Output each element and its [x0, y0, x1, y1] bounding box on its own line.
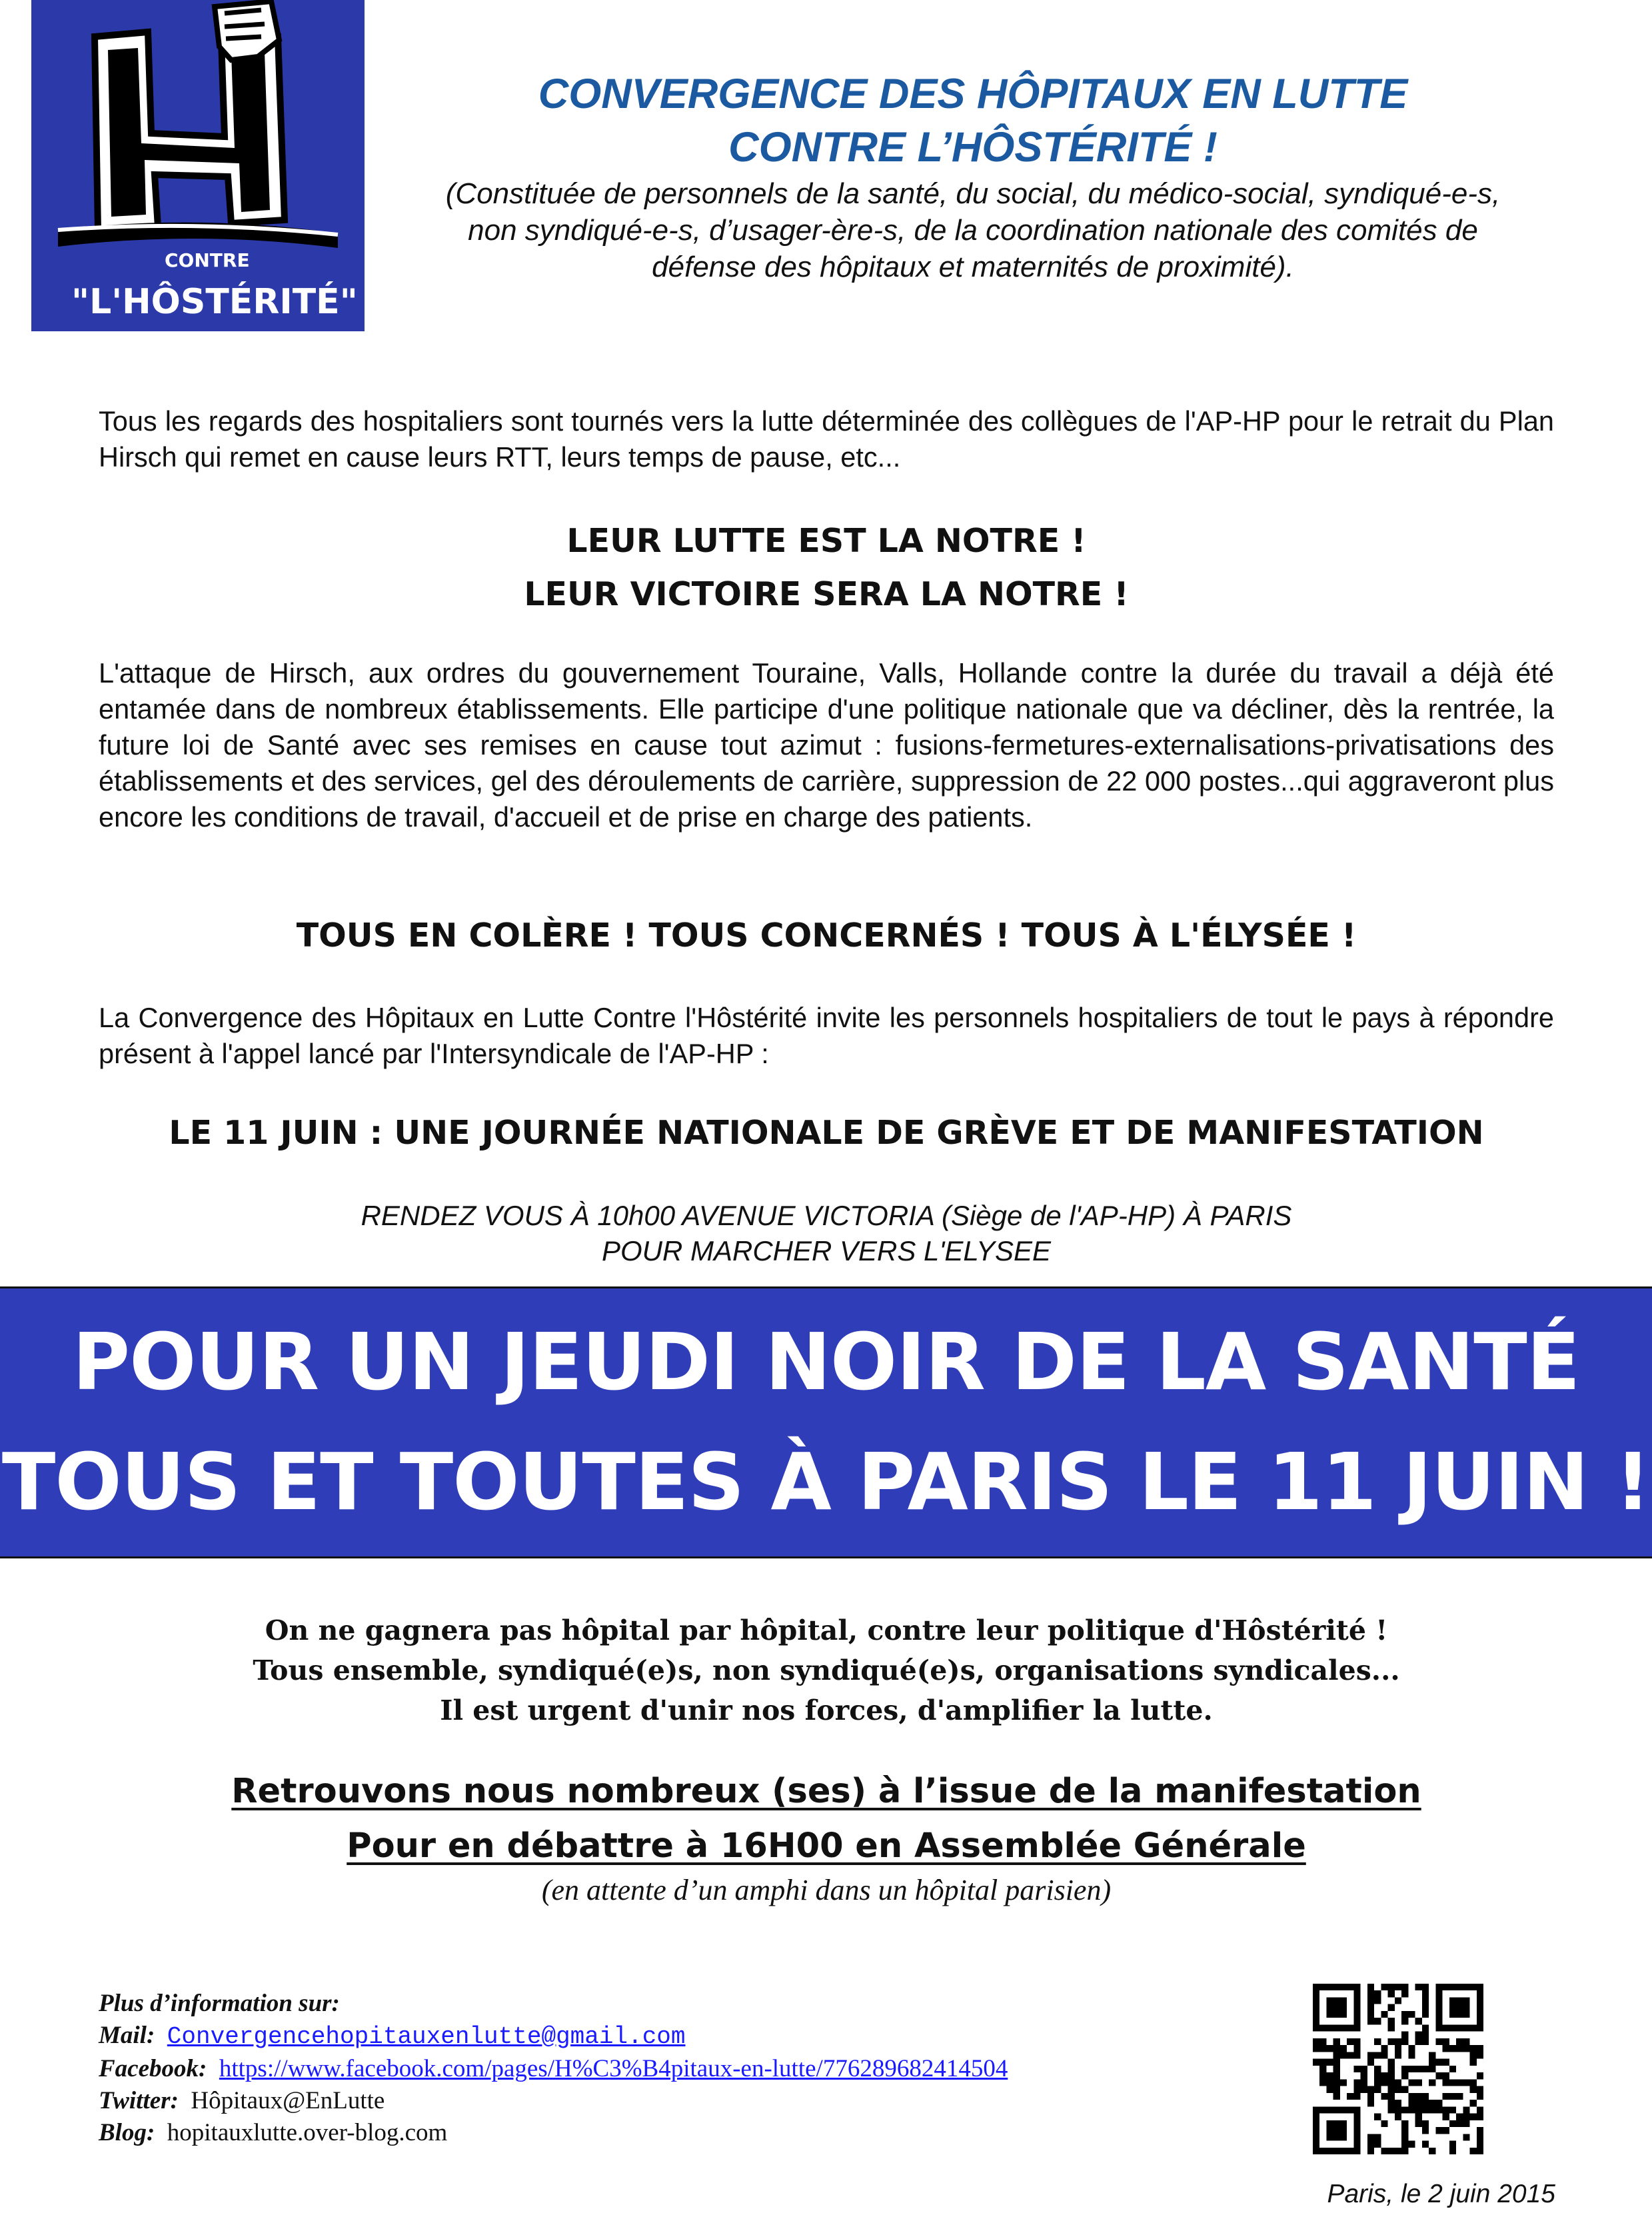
header-subtitle-line2: non syndiqué-e-s, d’usager-ère-s, de la coordination nationale des comités de — [468, 214, 1478, 247]
slogan-line1: LEUR LUTTE EST LA NOTRE ! — [566, 522, 1086, 560]
strike-day-heading: LE 11 JUIN : UNE JOURNÉE NATIONALE DE GRÈVE ET DE MANIFESTATION — [169, 1114, 1484, 1152]
header-subtitle-line3: défense des hôpitaux et maternités de proximité). — [652, 251, 1294, 283]
facebook-link[interactable]: https://www.facebook.com/pages/H%C3%B4pitaux-en-lutte/776289682414504 — [219, 2055, 1008, 2082]
meeting-line2: POUR MARCHER VERS L'ELYSEE — [601, 1235, 1051, 1266]
logo-text-bottom: "L'HÔSTÉRITÉ" — [71, 282, 358, 322]
meeting-line1: RENDEZ VOUS À 10h00 AVENUE VICTORIA (Siège de l'AP-HP) À PARIS — [361, 1200, 1292, 1231]
blog-label: Blog: — [99, 2119, 155, 2146]
date-line: Paris, le 2 juin 2015 — [1327, 2180, 1555, 2208]
contact-info — [99, 1988, 1298, 2149]
banner-line1: POUR UN JEUDI NOIR DE LA SANTÉ — [72, 1316, 1580, 1408]
invitation-paragraph: La Convergence des Hôpitaux en Lutte Contre l'Hôstérité invite les personnels hospitaliers de tout le pays à répondre présent à l'appel lancé par l'Intersyndicale de l'AP-HP : — [99, 1002, 1554, 1069]
header-title-line1: CONVERGENCE DES HÔPITAUX EN LUTTE — [538, 71, 1408, 117]
mail-label: Mail: — [99, 2022, 155, 2049]
qr-modules — [1313, 1984, 1483, 2154]
assembly-line2 — [99, 1819, 1554, 1874]
assembly-line1 — [99, 1764, 1554, 1819]
assembly-line1-text: Retrouvons nous nombreux (ses) à l’issue de la manifestation — [231, 1772, 1421, 1811]
qr-code-graphic — [1313, 1984, 1483, 2154]
qr-code-icon — [1313, 1984, 1483, 2154]
logo-text-top: CONTRE — [165, 249, 250, 271]
anger-slogan: TOUS EN COLÈRE ! TOUS CONCERNÉS ! TOUS À L'ÉLYSÉE ! — [296, 917, 1357, 955]
header-subtitle-line1: (Constituée de personnels de la santé, du social, du médico-social, syndiqué-e-s, — [445, 177, 1501, 210]
closing-line1: On ne gagnera pas hôpital par hôpital, contre leur politique d'Hôstérité ! — [265, 1614, 1388, 1646]
twitter-label: Twitter: — [99, 2087, 179, 2114]
info-heading: Plus d’information sur: — [99, 1990, 340, 2017]
mail-link[interactable]: Convergencehopitauxenlutte@gmail.com — [167, 2023, 686, 2050]
assembly-note: (en attente d’un amphi dans un hôpital parisien) — [541, 1874, 1112, 1906]
twitter-handle: Hôpitaux@EnLutte — [191, 2087, 385, 2114]
attack-paragraph: L'attaque de Hirsch, aux ordres du gouvernement Touraine, Valls, Hollande contre la durée du travail a déjà été entamée dans de nombreux établissements. Elle participe d'une politique nationale que va décliner, dès la rentrée, la future loi de Santé avec ses remises en cause tout azimut : fusions-fermetures-externalisations-privatisations des établissements et des services, gel des déroulements de carrière, suppression de 22 000 postes...qui aggraveront plus encore les conditions de travail, d'accueil et de prise en charge des patients. — [99, 657, 1554, 833]
logo — [31, 0, 365, 331]
slogan-line2: LEUR VICTOIRE SERA LA NOTRE ! — [524, 575, 1129, 613]
closing-line3: Il est urgent d'unir nos forces, d'amplifier la lutte. — [440, 1694, 1213, 1726]
facebook-label: Facebook: — [99, 2055, 207, 2082]
intro-paragraph: Tous les regards des hospitaliers sont tournés vers la lutte déterminée des collègues de l'AP-HP pour le retrait du Plan Hirsch qui remet en cause leurs RTT, leurs temps de pause, etc... — [99, 405, 1554, 473]
banner-line2: TOUS ET TOUTES À PARIS LE 11 JUIN ! — [1, 1436, 1651, 1528]
blog-url: hopitauxlutte.over-blog.com — [167, 2119, 448, 2146]
closing-line2: Tous ensemble, syndiqué(e)s, non syndiqué(e)s, organisations syndicales... — [253, 1654, 1400, 1686]
raised-fist-h-icon — [31, 0, 365, 331]
header-title-line2: CONTRE L’HÔSTÉRITÉ ! — [728, 124, 1218, 171]
assembly-line2-text: Pour en débattre à 16H00 en Assemblée Générale — [347, 1826, 1306, 1866]
call-to-action-banner — [0, 1286, 1652, 1558]
